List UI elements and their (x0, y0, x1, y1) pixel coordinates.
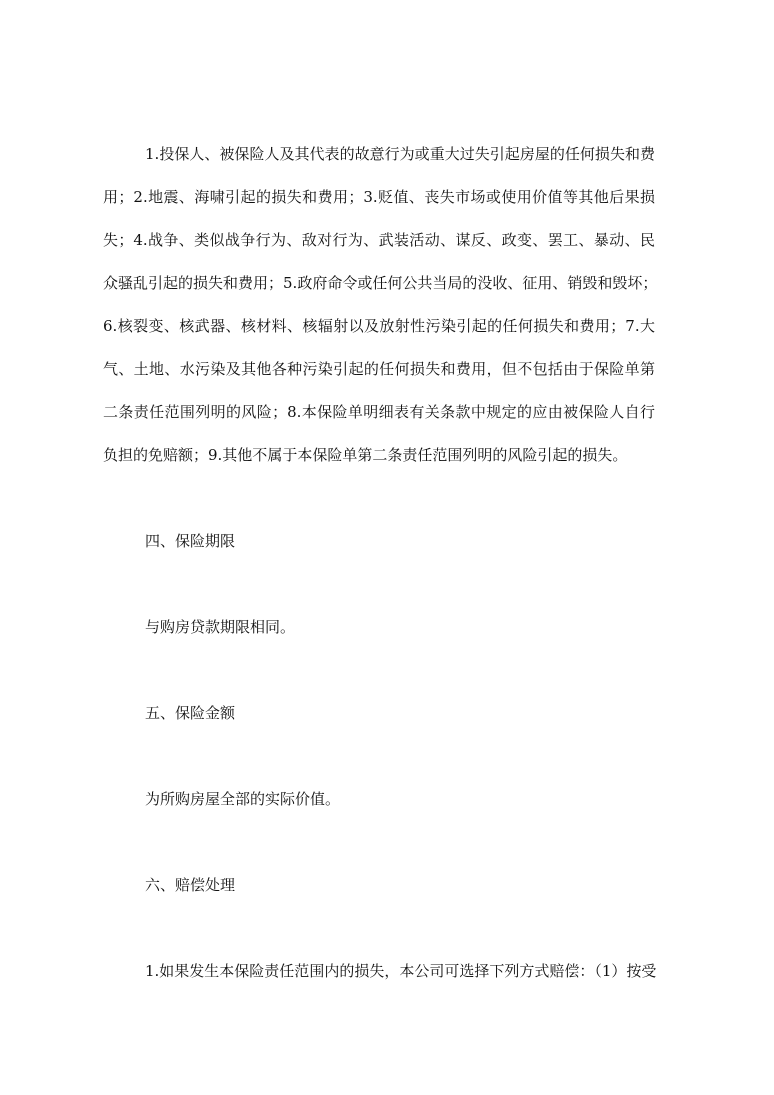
document-body (103, 133, 658, 993)
section-heading: 五、保险金额 (145, 704, 236, 722)
paragraph-line: 众骚乱引起的损失和费用；5.政府命令或任何公共当局的没收、征用、销毁和毁坏； (103, 274, 658, 292)
paragraph-line: 用；2.地震、海啸引起的损失和费用；3.贬值、丧失市场或使用价值等其他后果损 (103, 188, 655, 206)
section-claims-handling (103, 864, 655, 993)
paragraph-line: 二条责任范围列明的风险；8.本保险单明细表有关条款中规定的应由被保险人自行 (103, 403, 655, 421)
paragraph-line: 6.核裂变、核武器、核材料、核辐射以及放射性污染引起的任何损失和费用；7.大 (103, 317, 655, 335)
section-body: 1.如果发生本保险责任范围内的损失，本公司可选择下列方式赔偿：（1）按受 (145, 962, 657, 980)
paragraph-line: 失；4.战争、类似战争行为、敌对行为、武装活动、谋反、政变、罢工、暴动、民 (103, 231, 655, 249)
paragraph-line: 负担的免赔额；9.其他不属于本保险单第二条责任范围列明的风险引起的损失。 (103, 446, 628, 464)
section-body: 为所购房屋全部的实际价值。 (145, 790, 341, 808)
section-insurance-period (103, 520, 655, 649)
section-insured-amount (103, 692, 655, 821)
paragraph-line: 气、土地、水污染及其他各种污染引起的任何损失和费用，但不包括由于保险单第 (103, 360, 655, 378)
paragraph-line: 1.投保人、被保险人及其代表的故意行为或重大过失引起房屋的任何损失和费 (145, 145, 655, 163)
exclusions-paragraph (103, 133, 658, 477)
section-body: 与购房贷款期限相同。 (145, 618, 296, 636)
section-heading: 四、保险期限 (145, 532, 236, 550)
section-heading: 六、赔偿处理 (145, 876, 236, 894)
